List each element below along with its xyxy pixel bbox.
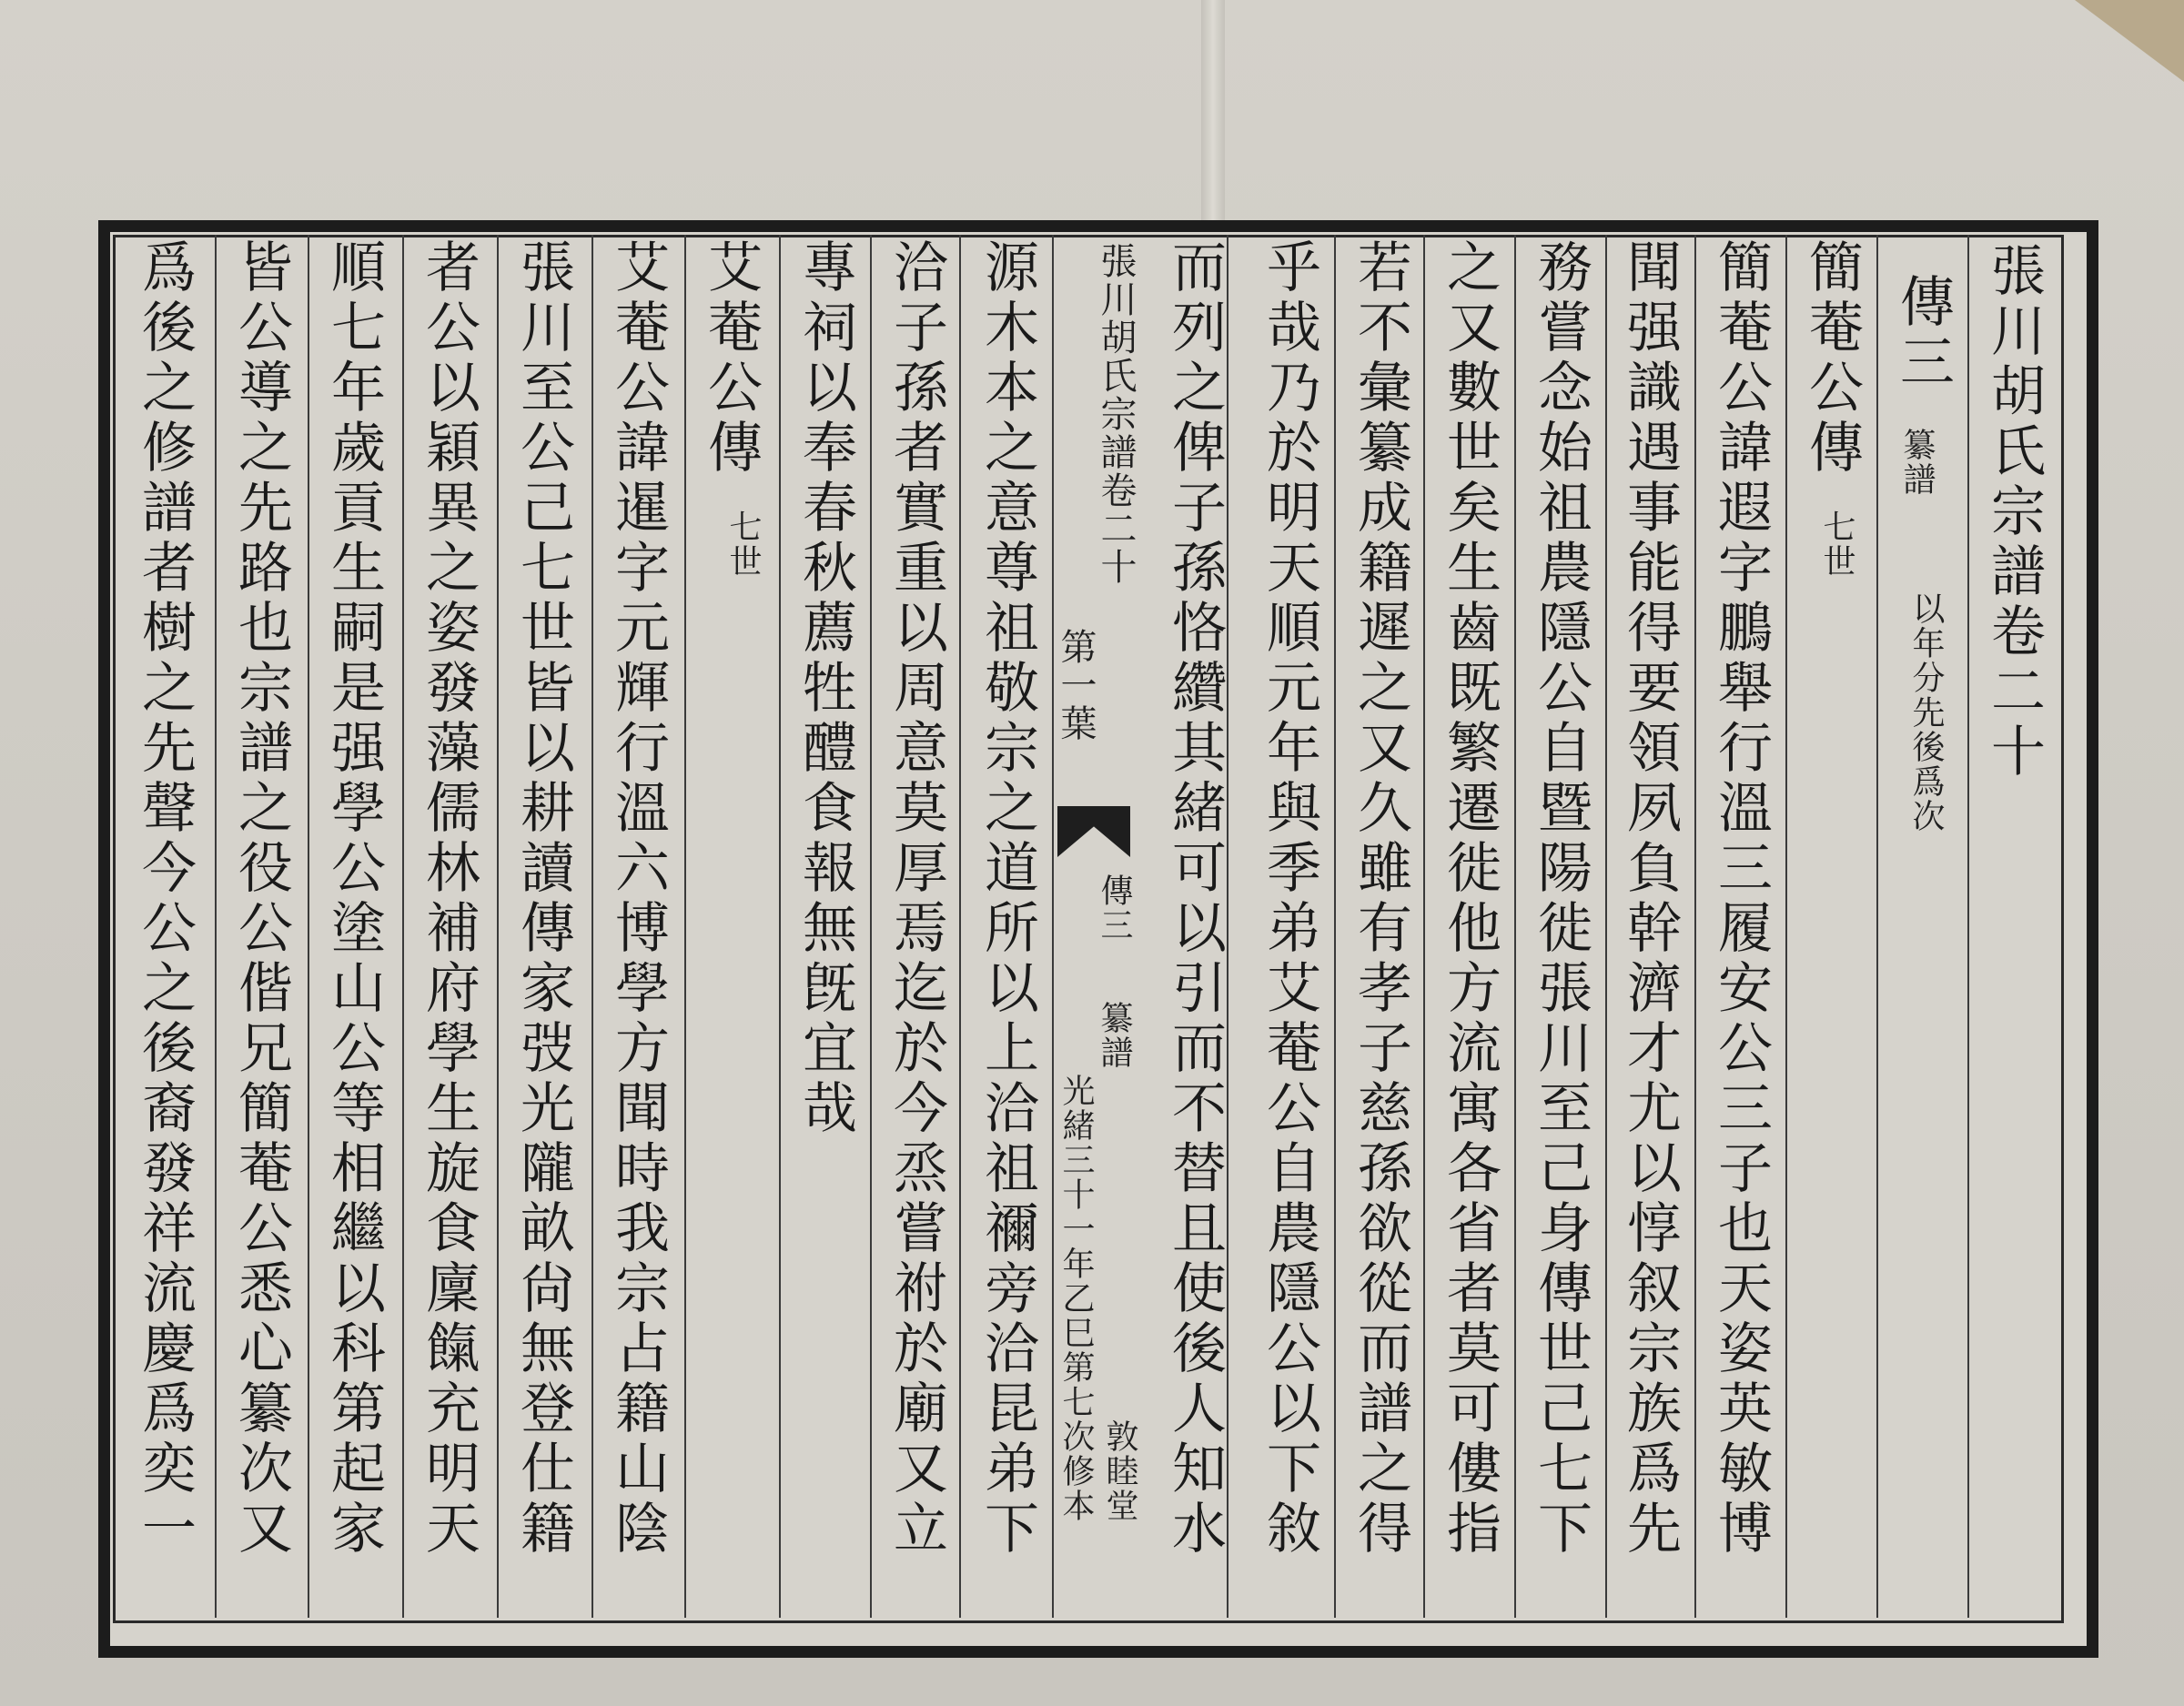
text-column: 簡菴公諱遐字鵬舉行溫三履安公三子也天姿英敏博 bbox=[1709, 238, 1773, 1560]
text-column: 乎哉乃於明天順元年與季弟艾菴公自農隱公以下敘 bbox=[1258, 238, 1321, 1560]
text-column: 張川至公己七世皆以耕讀傳家弢光隴畝尙無登仕籍 bbox=[511, 238, 575, 1560]
edition-note: 光緒三十一年乙巳第七次修本 bbox=[1057, 1074, 1095, 1523]
column-rule bbox=[1423, 235, 1425, 1618]
torn-corner bbox=[2075, 0, 2184, 82]
column-rule bbox=[1876, 235, 1878, 1618]
text-column: 若不彙纂成籍遲之又久雖有孝子慈孫欲從而譜之得 bbox=[1349, 238, 1412, 1560]
column-rule bbox=[1605, 235, 1607, 1618]
page-fold bbox=[1201, 0, 1225, 237]
volume-title: 張川胡氏宗譜卷二十 bbox=[1982, 242, 2046, 782]
hall-name: 敦睦堂 bbox=[1101, 1419, 1138, 1523]
section-heading: 傳三 bbox=[1891, 273, 1955, 393]
text-column: 之又數世矣生齒既繁遷徙他方流寓各省者莫可僂指 bbox=[1438, 238, 1502, 1560]
center-section: 傳三 bbox=[1096, 873, 1133, 943]
bio-heading: 簡菴公傳 bbox=[1800, 238, 1864, 479]
text-column: 爲後之修譜者樹之先聲今公之後裔發祥流慶爲奕一 bbox=[133, 238, 197, 1560]
column-rule bbox=[959, 235, 961, 1618]
text-column: 專祠以奉春秋薦牲醴食報無旣宜哉 bbox=[794, 238, 857, 1139]
column-rule bbox=[1334, 235, 1336, 1618]
center-section-note: 纂譜 bbox=[1096, 1001, 1133, 1070]
column-rule bbox=[1785, 235, 1787, 1618]
generation-note: 七世 bbox=[724, 510, 762, 579]
text-column: 源木本之意尊祖敬宗之道所以上洽祖禰旁洽昆弟下 bbox=[976, 238, 1039, 1560]
section-ordering-note: 以年分先後爲次 bbox=[1907, 591, 1945, 833]
column-rule bbox=[1694, 235, 1696, 1618]
text-column: 聞强識遇事能得要領夙負幹濟才尤以惇叙宗族爲先 bbox=[1618, 238, 1682, 1560]
column-rule bbox=[402, 235, 404, 1618]
text-column: 者公以穎異之姿發藻儒林補府學生旋食廩餼充明天 bbox=[417, 238, 480, 1560]
column-rule bbox=[1227, 235, 1228, 1618]
column-rule bbox=[684, 235, 686, 1618]
text-column: 艾菴公諱暹字元輝行溫六博學方聞時我宗占籍山陰 bbox=[606, 238, 670, 1560]
text-column: 皆公導之先路也宗譜之役公偕兄簡菴公悉心纂次又 bbox=[229, 238, 293, 1560]
text-column: 洽子孫者實重以周意莫厚焉迄於今烝嘗祔於廟又立 bbox=[885, 238, 948, 1560]
bio-heading: 艾菴公傳 bbox=[699, 238, 763, 479]
section-note: 纂譜 bbox=[1898, 428, 1936, 497]
column-rule bbox=[1514, 235, 1516, 1618]
column-rule bbox=[1052, 235, 1054, 1618]
text-column: 順七年歲貢生嗣是强學公塗山公等相繼以科第起家 bbox=[322, 238, 386, 1560]
column-rule bbox=[497, 235, 499, 1618]
center-title: 張川胡氏宗譜卷二十 bbox=[1095, 242, 1137, 586]
column-rule bbox=[779, 235, 781, 1618]
column-rule bbox=[870, 235, 872, 1618]
column-rule bbox=[1967, 235, 1969, 1618]
leaf-number: 第一葉 bbox=[1055, 628, 1097, 742]
column-rule bbox=[215, 235, 217, 1618]
generation-note: 七世 bbox=[1818, 510, 1855, 579]
text-column: 務嘗念始祖農隱公自暨陽徙張川至己身傳世己七下 bbox=[1529, 238, 1592, 1560]
column-rule bbox=[308, 235, 309, 1618]
text-column: 而列之俾子孫恪纘其緒可以引而不替且使後人知水 bbox=[1163, 238, 1227, 1560]
column-rule bbox=[592, 235, 593, 1618]
